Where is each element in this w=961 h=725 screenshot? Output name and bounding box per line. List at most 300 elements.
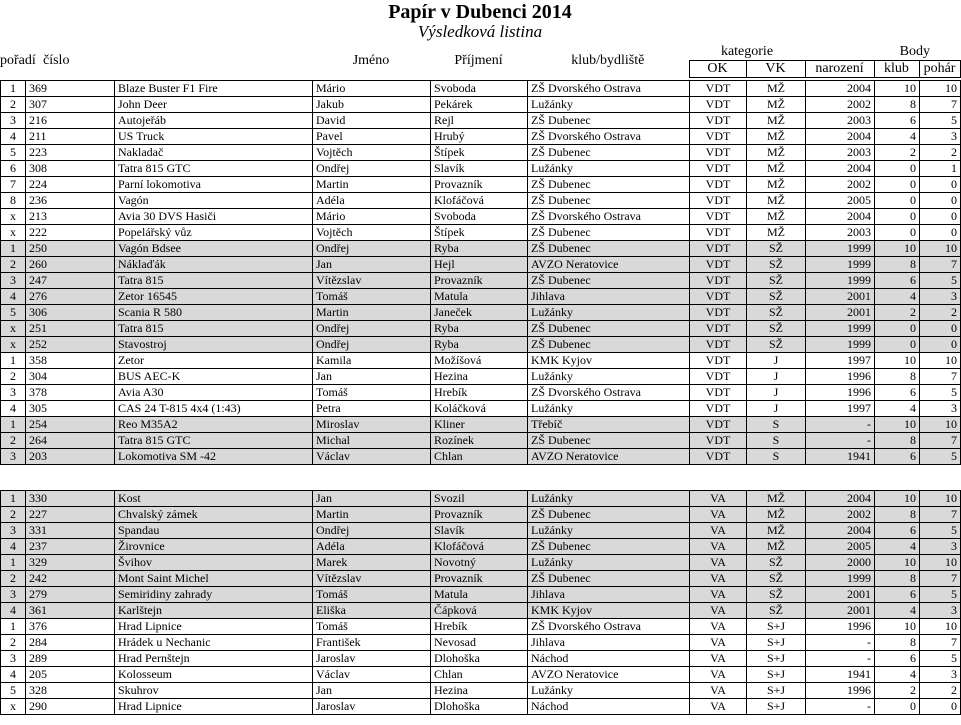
body-pohar-cell: 7	[920, 369, 961, 385]
ok-cell: VA	[690, 555, 747, 571]
klub-cell: Lužánky	[528, 161, 690, 177]
jmeno-cell: Eliška	[313, 603, 431, 619]
ok-cell: VDT	[690, 241, 747, 257]
poradi-cell: 3	[1, 273, 26, 289]
model-cell: Parní lokomotiva	[115, 177, 313, 193]
narozeni-cell: 1941	[806, 667, 875, 683]
table-row	[1, 113, 961, 129]
vk-cell: MŽ	[747, 523, 806, 539]
poradi-cell: 5	[1, 305, 26, 321]
ok-cell: VA	[690, 667, 747, 683]
prijmeni-cell: Svoboda	[431, 81, 528, 97]
vk-cell: MŽ	[747, 97, 806, 113]
body-klub-cell: 4	[875, 667, 920, 683]
model-cell: Hrádek u Nechanic	[115, 635, 313, 651]
poradi-cell: 1	[1, 555, 26, 571]
table-row	[1, 587, 961, 603]
prijmeni-cell: Nevosad	[431, 635, 528, 651]
prijmeni-cell: Štípek	[431, 225, 528, 241]
poradi-cell: x	[1, 699, 26, 715]
body-klub-cell: 6	[875, 385, 920, 401]
ok-cell: VDT	[690, 97, 747, 113]
jmeno-cell: Václav	[313, 667, 431, 683]
table-row	[1, 385, 961, 401]
body-klub-cell: 8	[875, 507, 920, 523]
cislo-cell: 305	[26, 401, 115, 417]
cislo-cell: 378	[26, 385, 115, 401]
narozeni-cell: 1996	[806, 683, 875, 699]
header-body: Body	[899, 44, 931, 59]
body-pohar-cell: 10	[920, 353, 961, 369]
vk-cell: MŽ	[747, 81, 806, 97]
klub-cell: ZŠ Dubenec	[528, 571, 690, 587]
ok-cell: VDT	[690, 177, 747, 193]
klub-cell: AVZO Neratovice	[528, 257, 690, 273]
poradi-cell: x	[1, 209, 26, 225]
prijmeni-cell: Hrubý	[431, 129, 528, 145]
klub-cell: AVZO Neratovice	[528, 449, 690, 465]
table-row	[1, 571, 961, 587]
jmeno-cell: Petra	[313, 401, 431, 417]
klub-cell: KMK Kyjov	[528, 353, 690, 369]
poradi-cell: 3	[1, 113, 26, 129]
klub-cell: ZŠ Dvorského Ostrava	[528, 209, 690, 225]
body-klub-cell: 8	[875, 433, 920, 449]
cislo-cell: 329	[26, 555, 115, 571]
jmeno-cell: Martin	[313, 507, 431, 523]
cislo-cell: 376	[26, 619, 115, 635]
narozeni-cell: -	[806, 635, 875, 651]
narozeni-cell: 1999	[806, 321, 875, 337]
ok-cell: VA	[690, 491, 747, 507]
body-klub-cell: 6	[875, 113, 920, 129]
jmeno-cell: Tomáš	[313, 385, 431, 401]
model-cell: Lokomotiva SM -42	[115, 449, 313, 465]
prijmeni-cell: Kliner	[431, 417, 528, 433]
table-row	[1, 305, 961, 321]
vk-cell: MŽ	[747, 129, 806, 145]
prijmeni-cell: Hejl	[431, 257, 528, 273]
klub-cell: ZŠ Dubenec	[528, 241, 690, 257]
prijmeni-cell: Rejl	[431, 113, 528, 129]
jmeno-cell: Adéla	[313, 193, 431, 209]
model-cell: Mont Saint Michel	[115, 571, 313, 587]
ok-cell: VDT	[690, 81, 747, 97]
poradi-cell: 4	[1, 667, 26, 683]
jmeno-cell: Jan	[313, 683, 431, 699]
ok-cell: VA	[690, 571, 747, 587]
narozeni-cell: 2005	[806, 539, 875, 555]
klub-cell: Jihlava	[528, 289, 690, 305]
ok-cell: VDT	[690, 353, 747, 369]
model-cell: Vagón Bdsee	[115, 241, 313, 257]
poradi-cell: 5	[1, 145, 26, 161]
cislo-cell: 254	[26, 417, 115, 433]
poradi-cell: 8	[1, 193, 26, 209]
body-pohar-cell: 3	[920, 603, 961, 619]
poradi-cell: x	[1, 225, 26, 241]
body-klub-cell: 6	[875, 651, 920, 667]
ok-cell: VDT	[690, 337, 747, 353]
body-klub-cell: 4	[875, 603, 920, 619]
prijmeni-cell: Čápková	[431, 603, 528, 619]
prijmeni-cell: Dlohoška	[431, 651, 528, 667]
header-klub: klub/bydliště	[571, 52, 645, 68]
table-row	[1, 523, 961, 539]
table-row	[1, 177, 961, 193]
body-pohar-cell: 1	[920, 161, 961, 177]
jmeno-cell: Martin	[313, 305, 431, 321]
narozeni-cell: -	[806, 417, 875, 433]
model-cell: BUS AEC-K	[115, 369, 313, 385]
cislo-cell: 247	[26, 273, 115, 289]
model-cell: Zetor	[115, 353, 313, 369]
klub-cell: ZŠ Dubenec	[528, 225, 690, 241]
vk-cell: SŽ	[747, 273, 806, 289]
narozeni-cell: 2001	[806, 289, 875, 305]
narozeni-cell: 1996	[806, 369, 875, 385]
narozeni-cell: 1996	[806, 385, 875, 401]
ok-cell: VA	[690, 683, 747, 699]
prijmeni-cell: Novotný	[431, 555, 528, 571]
klub-cell: ZŠ Dubenec	[528, 321, 690, 337]
cislo-cell: 331	[26, 523, 115, 539]
body-pohar-cell: 3	[920, 289, 961, 305]
poradi-cell: 4	[1, 289, 26, 305]
table-row	[1, 289, 961, 305]
prijmeni-cell: Hezina	[431, 369, 528, 385]
jmeno-cell: Ondřej	[313, 523, 431, 539]
vk-cell: MŽ	[747, 113, 806, 129]
ok-cell: VDT	[690, 289, 747, 305]
cislo-cell: 224	[26, 177, 115, 193]
narozeni-cell: 2005	[806, 193, 875, 209]
vk-cell: SŽ	[747, 337, 806, 353]
prijmeni-cell: Matula	[431, 587, 528, 603]
jmeno-cell: Jan	[313, 369, 431, 385]
ok-cell: VDT	[690, 369, 747, 385]
vk-cell: MŽ	[747, 539, 806, 555]
header-vk: VK	[746, 61, 805, 78]
poradi-cell: 3	[1, 651, 26, 667]
table-row	[1, 667, 961, 683]
body-klub-cell: 6	[875, 587, 920, 603]
body-pohar-cell: 5	[920, 587, 961, 603]
klub-cell: ZŠ Dvorského Ostrava	[528, 81, 690, 97]
klub-cell: Lužánky	[528, 683, 690, 699]
body-pohar-cell: 0	[920, 209, 961, 225]
klub-cell: Lužánky	[528, 555, 690, 571]
narozeni-cell: 2004	[806, 209, 875, 225]
table-row	[1, 507, 961, 523]
prijmeni-cell: Dlohoška	[431, 699, 528, 715]
cislo-cell: 369	[26, 81, 115, 97]
vk-cell: J	[747, 385, 806, 401]
poradi-cell: 1	[1, 417, 26, 433]
cislo-cell: 216	[26, 113, 115, 129]
body-pohar-cell: 3	[920, 667, 961, 683]
table-row	[1, 209, 961, 225]
model-cell: Chvalský zámek	[115, 507, 313, 523]
body-klub-cell: 10	[875, 491, 920, 507]
body-klub-cell: 8	[875, 369, 920, 385]
header-body-klub: klub	[874, 61, 919, 78]
poradi-cell: 2	[1, 97, 26, 113]
cislo-cell: 250	[26, 241, 115, 257]
ok-cell: VDT	[690, 449, 747, 465]
header-kategorie: kategorie	[720, 44, 774, 59]
narozeni-cell: 1941	[806, 449, 875, 465]
cislo-cell: 290	[26, 699, 115, 715]
cislo-cell: 237	[26, 539, 115, 555]
table-row	[1, 651, 961, 667]
jmeno-cell: Kamila	[313, 353, 431, 369]
ok-cell: VDT	[690, 193, 747, 209]
header-jmeno: Jméno	[352, 52, 390, 68]
jmeno-cell: Adéla	[313, 539, 431, 555]
narozeni-cell: 1997	[806, 401, 875, 417]
jmeno-cell: Vojtěch	[313, 225, 431, 241]
body-pohar-cell: 0	[920, 177, 961, 193]
table-row	[1, 353, 961, 369]
body-klub-cell: 4	[875, 539, 920, 555]
jmeno-cell: Ondřej	[313, 321, 431, 337]
prijmeni-cell: Slavík	[431, 161, 528, 177]
body-klub-cell: 0	[875, 193, 920, 209]
body-klub-cell: 0	[875, 209, 920, 225]
klub-cell: Lužánky	[528, 305, 690, 321]
vk-cell: MŽ	[747, 177, 806, 193]
cislo-cell: 213	[26, 209, 115, 225]
body-pohar-cell: 10	[920, 417, 961, 433]
body-klub-cell: 10	[875, 81, 920, 97]
body-klub-cell: 6	[875, 273, 920, 289]
body-klub-cell: 0	[875, 177, 920, 193]
vk-cell: S+J	[747, 635, 806, 651]
klub-cell: ZŠ Dvorského Ostrava	[528, 129, 690, 145]
vk-cell: SŽ	[747, 587, 806, 603]
model-cell: Náklaďák	[115, 257, 313, 273]
cislo-cell: 307	[26, 97, 115, 113]
model-cell: Žirovnice	[115, 539, 313, 555]
body-pohar-cell: 7	[920, 433, 961, 449]
ok-cell: VDT	[690, 273, 747, 289]
vk-cell: SŽ	[747, 571, 806, 587]
body-pohar-cell: 10	[920, 619, 961, 635]
body-klub-cell: 0	[875, 161, 920, 177]
klub-cell: Lužánky	[528, 97, 690, 113]
narozeni-cell: 2001	[806, 305, 875, 321]
model-cell: Stavostroj	[115, 337, 313, 353]
ok-cell: VA	[690, 603, 747, 619]
header-poradi: pořadí	[0, 52, 36, 68]
klub-cell: Lužánky	[528, 369, 690, 385]
body-klub-cell: 0	[875, 699, 920, 715]
model-cell: Hrad Pernštejn	[115, 651, 313, 667]
vk-cell: SŽ	[747, 555, 806, 571]
poradi-cell: 3	[1, 587, 26, 603]
jmeno-cell: Ondřej	[313, 241, 431, 257]
ok-cell: VDT	[690, 113, 747, 129]
cislo-cell: 264	[26, 433, 115, 449]
ok-cell: VA	[690, 539, 747, 555]
cislo-cell: 358	[26, 353, 115, 369]
cislo-cell: 236	[26, 193, 115, 209]
klub-cell: AVZO Neratovice	[528, 667, 690, 683]
jmeno-cell: Jan	[313, 491, 431, 507]
model-cell: US Truck	[115, 129, 313, 145]
body-klub-cell: 4	[875, 289, 920, 305]
model-cell: Scania R 580	[115, 305, 313, 321]
prijmeni-cell: Chlan	[431, 449, 528, 465]
table-row	[1, 97, 961, 113]
body-klub-cell: 10	[875, 555, 920, 571]
narozeni-cell: 2004	[806, 161, 875, 177]
vk-cell: SŽ	[747, 241, 806, 257]
narozeni-cell: 2004	[806, 523, 875, 539]
narozeni-cell: 2000	[806, 555, 875, 571]
jmeno-cell: Mário	[313, 209, 431, 225]
jmeno-cell: Tomáš	[313, 289, 431, 305]
vk-cell: SŽ	[747, 305, 806, 321]
body-pohar-cell: 2	[920, 683, 961, 699]
poradi-cell: 2	[1, 635, 26, 651]
klub-cell: KMK Kyjov	[528, 603, 690, 619]
body-pohar-cell: 2	[920, 145, 961, 161]
klub-cell: Třebíč	[528, 417, 690, 433]
jmeno-cell: Jaroslav	[313, 651, 431, 667]
vk-cell: S+J	[747, 619, 806, 635]
klub-cell: ZŠ Dvorského Ostrava	[528, 385, 690, 401]
body-pohar-cell: 10	[920, 81, 961, 97]
poradi-cell: 1	[1, 81, 26, 97]
table-row	[1, 273, 961, 289]
ok-cell: VA	[690, 587, 747, 603]
vk-cell: SŽ	[747, 289, 806, 305]
klub-cell: ZŠ Dvorského Ostrava	[528, 619, 690, 635]
jmeno-cell: Jakub	[313, 97, 431, 113]
jmeno-cell: Mário	[313, 81, 431, 97]
klub-cell: ZŠ Dubenec	[528, 273, 690, 289]
table-row	[1, 369, 961, 385]
narozeni-cell: 2001	[806, 587, 875, 603]
table-row	[1, 161, 961, 177]
prijmeni-cell: Provazník	[431, 177, 528, 193]
poradi-cell: 6	[1, 161, 26, 177]
table-row	[1, 603, 961, 619]
model-cell: Kolosseum	[115, 667, 313, 683]
vk-cell: SŽ	[747, 603, 806, 619]
body-klub-cell: 0	[875, 337, 920, 353]
model-cell: Hrad Lipnice	[115, 699, 313, 715]
narozeni-cell: 2002	[806, 177, 875, 193]
klub-cell: ZŠ Dubenec	[528, 433, 690, 449]
narozeni-cell: 1999	[806, 273, 875, 289]
ok-cell: VA	[690, 651, 747, 667]
model-cell: Skuhrov	[115, 683, 313, 699]
vk-cell: MŽ	[747, 225, 806, 241]
body-pohar-cell: 0	[920, 337, 961, 353]
jmeno-cell: Ondřej	[313, 337, 431, 353]
body-klub-cell: 10	[875, 353, 920, 369]
model-cell: Tatra 815 GTC	[115, 433, 313, 449]
narozeni-cell: 2004	[806, 81, 875, 97]
vk-cell: J	[747, 369, 806, 385]
table-row	[1, 241, 961, 257]
header-table	[0, 44, 961, 78]
cislo-cell: 304	[26, 369, 115, 385]
table-row	[1, 401, 961, 417]
jmeno-cell: Pavel	[313, 129, 431, 145]
poradi-cell: 3	[1, 449, 26, 465]
poradi-cell: 4	[1, 129, 26, 145]
ok-cell: VA	[690, 619, 747, 635]
page-subtitle: Výsledková listina	[417, 22, 543, 41]
jmeno-cell: David	[313, 113, 431, 129]
vk-cell: S+J	[747, 667, 806, 683]
ok-cell: VA	[690, 699, 747, 715]
prijmeni-cell: Chlan	[431, 667, 528, 683]
cislo-cell: 227	[26, 507, 115, 523]
body-pohar-cell: 0	[920, 193, 961, 209]
ok-cell: VA	[690, 635, 747, 651]
ok-cell: VDT	[690, 161, 747, 177]
poradi-cell: x	[1, 337, 26, 353]
klub-cell: ZŠ Dubenec	[528, 337, 690, 353]
ok-cell: VDT	[690, 257, 747, 273]
vk-cell: SŽ	[747, 257, 806, 273]
prijmeni-cell: Matula	[431, 289, 528, 305]
narozeni-cell: 1999	[806, 337, 875, 353]
prijmeni-cell: Koláčková	[431, 401, 528, 417]
body-klub-cell: 2	[875, 305, 920, 321]
table-row	[1, 539, 961, 555]
cislo-cell: 252	[26, 337, 115, 353]
poradi-cell: 2	[1, 571, 26, 587]
table-row	[1, 555, 961, 571]
body-pohar-cell: 7	[920, 97, 961, 113]
table-row	[1, 321, 961, 337]
body-klub-cell: 6	[875, 449, 920, 465]
prijmeni-cell: Klofáčová	[431, 539, 528, 555]
table-row	[1, 449, 961, 465]
body-pohar-cell: 10	[920, 491, 961, 507]
vk-cell: S	[747, 417, 806, 433]
prijmeni-cell: Ryba	[431, 321, 528, 337]
klub-cell: ZŠ Dubenec	[528, 177, 690, 193]
klub-cell: Náchod	[528, 699, 690, 715]
prijmeni-cell: Svozil	[431, 491, 528, 507]
poradi-cell: 3	[1, 385, 26, 401]
narozeni-cell: 2004	[806, 129, 875, 145]
body-klub-cell: 8	[875, 257, 920, 273]
prijmeni-cell: Hrebík	[431, 385, 528, 401]
body-klub-cell: 4	[875, 129, 920, 145]
vk-cell: MŽ	[747, 491, 806, 507]
body-klub-cell: 2	[875, 683, 920, 699]
body-pohar-cell: 0	[920, 321, 961, 337]
vk-cell: SŽ	[747, 321, 806, 337]
results-table-va	[0, 490, 961, 715]
cislo-cell: 279	[26, 587, 115, 603]
narozeni-cell: 2002	[806, 97, 875, 113]
vk-cell: MŽ	[747, 209, 806, 225]
ok-cell: VDT	[690, 145, 747, 161]
model-cell: Avia A30	[115, 385, 313, 401]
narozeni-cell: 2003	[806, 145, 875, 161]
model-cell: Vagón	[115, 193, 313, 209]
poradi-cell: 2	[1, 257, 26, 273]
